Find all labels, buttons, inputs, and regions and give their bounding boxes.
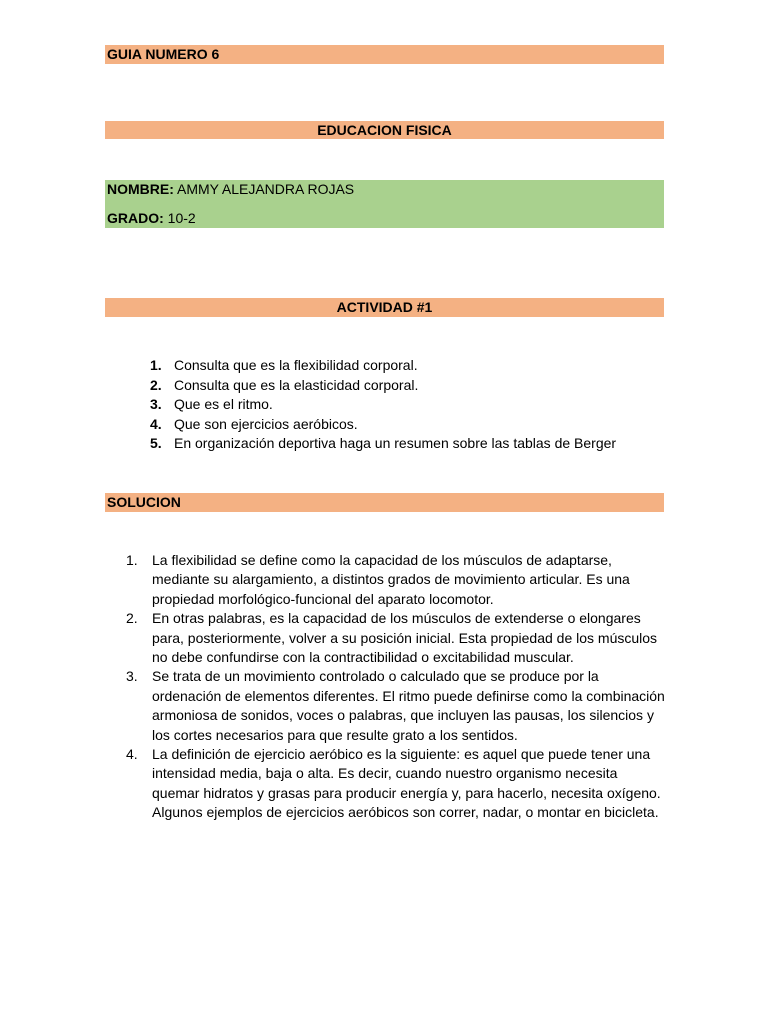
solution-title: SOLUCION [107,494,181,510]
name-label: NOMBRE: [107,181,174,197]
student-info-block [105,180,664,228]
grade-label: GRADO: [107,210,164,226]
list-item: 5. En organización deportiva haga un resumen sobre las tablas de Berger [150,435,617,451]
guide-title-bar [105,45,664,64]
subject-title-bar [105,121,664,139]
list-item: 1. La flexibilidad se define como la capacidad de los músculos de adaptarse, mediante su alargamiento, a distintos grados de movimiento articular. Es una propiedad morfológico-funcional del aparato locomotor. [126,552,630,607]
student-name-line [107,180,354,199]
activity-title: ACTIVIDAD #1 [336,299,433,315]
guide-title: GUIA NUMERO 6 [107,46,220,62]
name-value: AMMY ALEJANDRA ROJAS [177,181,355,197]
grade-value: 10-2 [167,210,196,226]
list-item: 2. Consulta que es la elasticidad corporal. [150,376,419,393]
list-item: 3. Que es el ritmo. [150,396,273,412]
activity-list [150,356,670,454]
list-item: 4. Que son ejercicios aeróbicos. [150,415,358,432]
solution-title-bar [105,493,664,512]
student-grade-line [107,209,196,228]
list-item: 4. La definición de ejercicio aeróbico es la siguiente: es aquel que puede tener una intensidad media, baja o alta. Es decir, cuando nuestro organismo necesita quemar hidratos y grasas para producir energía y, para hacerlo, necesita oxígeno. Algunos ejemplos de ejercicios aeróbicos son correr, nadar, o montar en bicicleta. [126,746,661,821]
activity-title-bar [105,298,664,317]
solution-list [126,551,666,823]
subject-title: EDUCACION FISICA [317,122,452,138]
list-item: 1. Consulta que es la flexibilidad corporal. [150,357,418,373]
list-item: 3. Se trata de un movimiento controlado o calculado que se produce por la ordenación de elementos diferentes. El ritmo puede definirse como la combinación armoniosa de sonidos, voces o palabras, que incluyen las pausas, los silencios y los cortes necesarios para que resulte grato a los sentidos. [126,668,665,743]
list-item: 2. En otras palabras, es la capacidad de los músculos de extenderse o elongares para, posteriormente, volver a su posición inicial. Esta propiedad de los músculos no debe confundirse con la contractibilidad o excitabilidad muscular. [126,610,658,666]
